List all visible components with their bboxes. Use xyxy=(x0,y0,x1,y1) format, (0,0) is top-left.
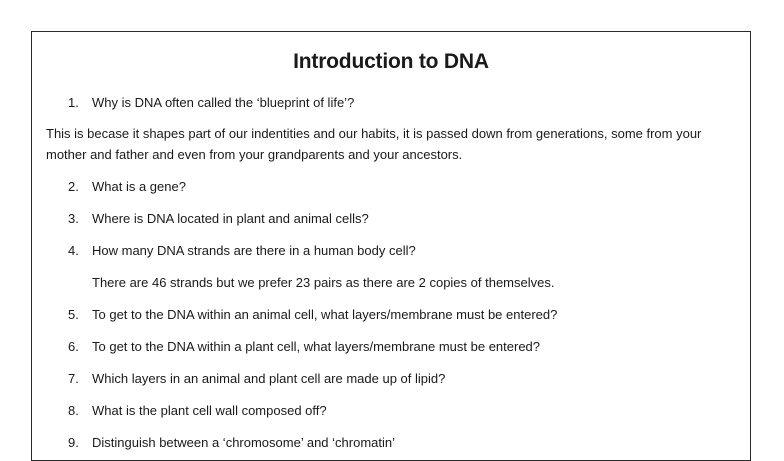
document-title: Introduction to DNA xyxy=(293,50,489,73)
document-page xyxy=(31,31,751,461)
answer-1: This is becase it shapes part of our indentities and our habits, it is passed down from generations, some from your mother and father and even from your grandparents and your ancestors. xyxy=(46,126,702,162)
question-text: What is the plant cell wall composed off? xyxy=(92,403,327,418)
question-number: 4. xyxy=(68,243,79,258)
question-number: 5. xyxy=(68,307,79,322)
question-number: 8. xyxy=(68,403,79,418)
question-4 xyxy=(68,243,416,258)
answer-4: There are 46 strands but we prefer 23 pairs as there are 2 copies of themselves. xyxy=(92,275,555,290)
question-text: To get to the DNA within a plant cell, what layers/membrane must be entered? xyxy=(92,339,541,354)
question-text: Which layers in an animal and plant cell are made up of lipid? xyxy=(92,371,446,386)
question-text: How many DNA strands are there in a human body cell? xyxy=(92,243,416,258)
question-9 xyxy=(68,435,395,450)
question-text: Distinguish between a ‘chromosome’ and ‘chromatin’ xyxy=(92,435,395,450)
question-8 xyxy=(68,403,327,418)
question-number: 6. xyxy=(68,339,79,354)
question-number: 2. xyxy=(68,179,79,194)
question-text: Why is DNA often called the ‘blueprint of life’? xyxy=(92,95,355,110)
question-number: 7. xyxy=(68,371,79,386)
question-number: 3. xyxy=(68,211,79,226)
question-2 xyxy=(68,179,186,194)
question-text: Where is DNA located in plant and animal cells? xyxy=(92,211,369,226)
question-text: What is a gene? xyxy=(92,179,186,194)
question-1 xyxy=(68,95,354,110)
question-text: To get to the DNA within an animal cell, what layers/membrane must be entered? xyxy=(92,307,558,322)
question-7 xyxy=(68,371,445,386)
question-number: 9. xyxy=(68,435,79,450)
question-6 xyxy=(68,339,540,354)
question-3 xyxy=(68,211,369,226)
question-number: 1. xyxy=(68,95,79,110)
question-5 xyxy=(68,307,557,322)
